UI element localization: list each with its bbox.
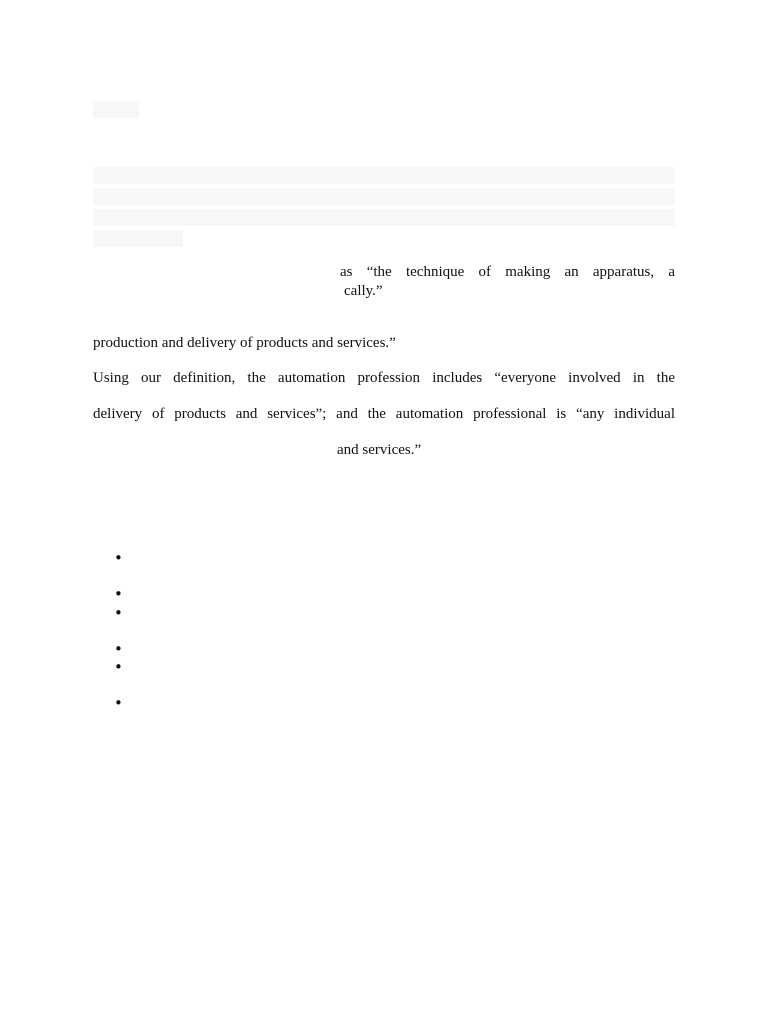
quote-line-1: as “the technique of making an apparatus, a — [340, 264, 675, 280]
faded-text-block — [93, 230, 183, 247]
faded-text-block — [93, 209, 675, 226]
bullet-icon: • — [114, 585, 123, 603]
definition-line-1: Using our definition, the automation profession includes “everyone involved in the — [93, 370, 675, 386]
faded-heading-block — [93, 101, 139, 118]
definition-line-3: and services.” — [337, 442, 422, 458]
bullet-icon: • — [114, 694, 123, 712]
quote-line-2: cally.” — [344, 283, 383, 299]
bullet-icon: • — [114, 640, 123, 658]
definition-line-2: delivery of products and services”; and the automation professional is “any individual — [93, 406, 675, 422]
production-line: production and delivery of products and services.” — [93, 335, 396, 351]
faded-text-block — [93, 167, 675, 184]
bullet-icon: • — [114, 549, 123, 567]
bullet-icon: • — [114, 604, 123, 622]
faded-text-block — [93, 188, 675, 205]
bullet-icon: • — [114, 658, 123, 676]
